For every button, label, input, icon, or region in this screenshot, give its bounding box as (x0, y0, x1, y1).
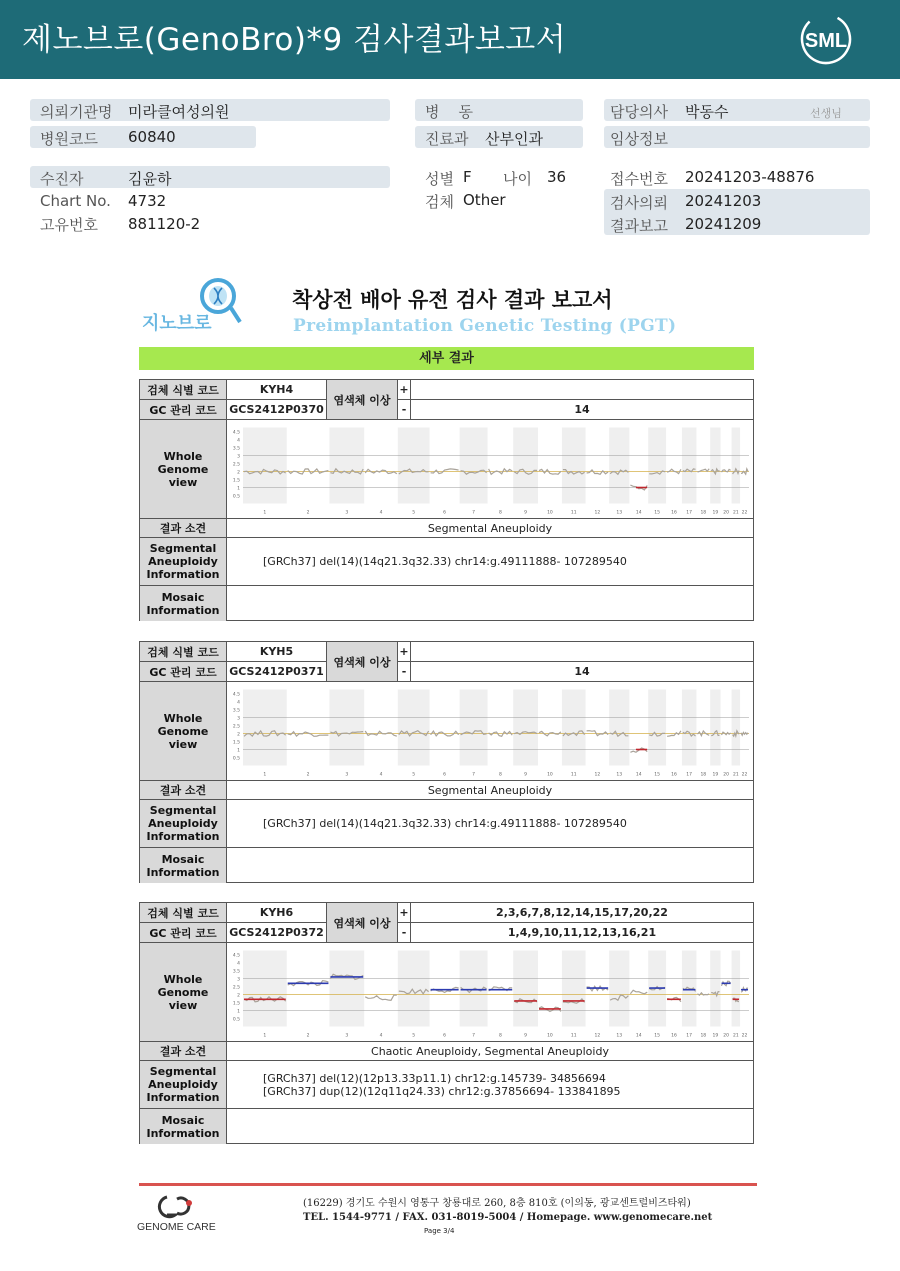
specimen-code-value: KYH4 (227, 380, 327, 399)
segmental-info (227, 1061, 753, 1108)
y-tick-label: 4.5 (232, 430, 240, 436)
x-tick-label: 8 (498, 1033, 502, 1039)
x-tick-label: 10 (547, 1033, 553, 1039)
specimen-value: Other (463, 191, 506, 209)
y-tick-label: 3.5 (232, 969, 240, 975)
y-tick-label: 4.5 (232, 692, 240, 698)
chrom-band (243, 690, 287, 766)
sex-label: 성별 (425, 170, 454, 188)
doctor-suffix: 선생님 (810, 107, 842, 120)
sex-value: F (463, 168, 472, 186)
genome-plot-svg (227, 420, 753, 519)
x-tick-label: 5 (412, 1033, 416, 1039)
hospital-code-label: 병원코드 (40, 130, 98, 148)
sml-logo-text: SML (804, 30, 848, 52)
requesting-org-value: 미라클여성의원 (128, 103, 230, 121)
mosaic-row (140, 848, 753, 883)
segmental-line: [GRCh37] del(12)(12p13.33p11.1) chr12:g.145739- 34856694 (263, 1071, 606, 1085)
footer-contact-line: TEL. 1544-9771 / FAX. 031-8019-5004 / Homepage. www.genomecare.net (303, 1212, 713, 1223)
y-tick-label: 3.5 (232, 446, 240, 452)
chrom-band (398, 951, 430, 1027)
x-tick-label: 22 (741, 772, 748, 778)
segmental-lines (263, 555, 627, 568)
x-tick-label: 17 (686, 510, 693, 516)
x-tick-label: 20 (723, 510, 729, 516)
segmental-line: [GRCh37] del(14)(14q21.3q32.33) chr14:g.49111888- 107289540 (263, 817, 627, 830)
chrom-abnormal-label: 염색체 이상 (327, 642, 398, 682)
x-tick-label: 10 (547, 772, 553, 778)
specimen-code-value: KYH5 (227, 642, 327, 661)
age-value: 36 (547, 168, 567, 186)
x-tick-label: 6 (443, 510, 447, 516)
segmental-info (227, 800, 753, 847)
chrom-band (710, 951, 720, 1027)
x-tick-label: 6 (443, 772, 447, 778)
x-tick-label: 16 (671, 1033, 677, 1039)
y-tick-label: 2 (237, 470, 240, 476)
segmental-row (140, 538, 753, 586)
x-tick-label: 15 (654, 772, 660, 778)
footer-address-line: (16229) 경기도 수원시 영통구 창룡대로 260, 8층 810호 (이의동, 광교센트럴비즈타워) (303, 1198, 691, 1209)
x-tick-label: 12 (594, 772, 601, 778)
x-tick-label: 19 (712, 510, 719, 516)
x-tick-label: 14 (635, 1033, 642, 1039)
y-tick-label: 1.5 (232, 1001, 240, 1007)
request-value: 20241203 (685, 192, 762, 210)
x-tick-label: 12 (594, 510, 601, 516)
segmental-line: [GRCh37] dup(12)(12q11q24.33) chr12:g.37856694- 133841895 (263, 1084, 621, 1098)
chrom-band (732, 951, 740, 1027)
x-tick-label: 10 (547, 510, 553, 516)
x-tick-label: 9 (524, 1033, 528, 1039)
x-tick-label: 1 (263, 1033, 267, 1039)
result-label: 결과 소견 (140, 781, 227, 799)
gc-code-label: GC 관리 코드 (140, 662, 227, 681)
mosaic-row (140, 586, 753, 621)
x-tick-label: 7 (472, 510, 476, 516)
x-tick-label: 21 (732, 772, 739, 778)
gain-sign: + (398, 380, 411, 399)
chrom-band (682, 428, 697, 504)
chrom-band (562, 951, 586, 1027)
specimen-code-label: 검체 식별 코드 (140, 903, 227, 922)
clinical-label: 임상정보 (610, 130, 668, 148)
genome-view-row (140, 682, 753, 781)
x-tick-label: 22 (741, 510, 748, 516)
chrom-band (329, 428, 364, 504)
y-tick-label: 3 (237, 977, 240, 983)
y-tick-label: 2 (237, 993, 240, 999)
x-tick-label: 2 (306, 772, 310, 778)
report-label: 결과보고 (610, 217, 668, 235)
ward-label: 병 동 (425, 103, 474, 121)
mosaic-label: Mosaic Information (140, 1109, 227, 1144)
mosaic-label: Mosaic Information (140, 848, 227, 883)
x-tick-label: 15 (654, 510, 660, 516)
id-label: 고유번호 (40, 216, 98, 234)
x-tick-label: 20 (723, 1033, 729, 1039)
x-tick-label: 22 (741, 1033, 748, 1039)
genome-care-logo-icon (137, 1193, 232, 1233)
chrom-band (732, 690, 740, 766)
x-tick-label: 3 (345, 1033, 349, 1039)
loss-sign: - (398, 662, 411, 681)
report-value: 20241209 (685, 215, 762, 233)
footer-address (303, 1197, 712, 1225)
x-tick-label: 21 (732, 510, 739, 516)
x-tick-label: 2 (306, 510, 310, 516)
x-tick-label: 5 (412, 510, 416, 516)
x-tick-label: 4 (379, 1033, 383, 1039)
sample-block (139, 379, 754, 621)
chrom-band (710, 428, 720, 504)
gain-sign: + (398, 642, 411, 661)
mosaic-value (227, 586, 753, 621)
x-tick-label: 9 (524, 772, 528, 778)
y-tick-label: 1 (237, 1009, 240, 1015)
x-tick-label: 8 (498, 772, 502, 778)
request-label: 검사의뢰 (610, 194, 668, 212)
x-tick-label: 13 (616, 510, 623, 516)
x-tick-label: 17 (686, 772, 693, 778)
y-tick-label: 4 (237, 961, 240, 967)
chrom-band (513, 690, 538, 766)
loss-chromosomes: 14 (574, 665, 590, 678)
x-tick-label: 13 (616, 772, 623, 778)
chrom-band (243, 428, 287, 504)
department-value: 산부인과 (485, 130, 543, 148)
chrom-band (513, 428, 538, 504)
chrom-band (562, 428, 586, 504)
y-tick-label: 1 (237, 748, 240, 754)
mosaic-row (140, 1109, 753, 1144)
chrom-band (513, 951, 538, 1027)
genobro-logo-text: 지노브로 (142, 313, 212, 334)
specimen-code-label: 검체 식별 코드 (140, 380, 227, 399)
x-tick-label: 1 (263, 772, 267, 778)
chrom-abnormal-label: 염색체 이상 (327, 903, 398, 943)
x-tick-label: 6 (443, 1033, 447, 1039)
gain-chromosomes (411, 380, 753, 399)
chrom-band (609, 951, 629, 1027)
chrom-band (329, 690, 364, 766)
footer-divider (139, 1183, 757, 1186)
result-label: 결과 소견 (140, 519, 227, 537)
chrom-band (398, 690, 430, 766)
loss-sign: - (398, 400, 411, 419)
chrom-band (648, 428, 666, 504)
y-tick-label: 4.5 (232, 953, 240, 959)
x-tick-label: 11 (570, 510, 577, 516)
x-tick-label: 18 (700, 510, 707, 516)
specimen-code-value: KYH6 (227, 903, 327, 922)
y-tick-label: 2.5 (232, 724, 240, 730)
y-tick-label: 3 (237, 716, 240, 722)
page-number: Page 3/4 (424, 1227, 455, 1235)
genome-view-row (140, 943, 753, 1042)
section-header: 세부 결과 (139, 347, 754, 370)
result-value: Segmental Aneuploidy (427, 521, 553, 535)
segmental-row (140, 800, 753, 848)
patient-label: 수진자 (40, 170, 84, 188)
chrom-band (329, 951, 364, 1027)
gc-code-row (140, 662, 753, 682)
segmental-label: Segmental Aneuploidy Information (140, 800, 227, 847)
chrom-abnormal-label: 염색체 이상 (327, 380, 398, 420)
chrom-band (562, 690, 586, 766)
sample-block (139, 902, 754, 1144)
x-tick-label: 14 (635, 772, 642, 778)
specimen-code-label: 검체 식별 코드 (140, 642, 227, 661)
requesting-org-label: 의뢰기관명 (40, 103, 113, 121)
genome-view-row (140, 420, 753, 519)
chrom-band (710, 690, 720, 766)
gain-sign: + (398, 903, 411, 922)
gc-code-value: GCS2412P0371 (227, 662, 327, 681)
segmental-label: Segmental Aneuploidy Information (140, 538, 227, 585)
id-value: 881120-2 (128, 215, 201, 233)
chrom-band (732, 428, 740, 504)
gain-chromosomes (411, 642, 753, 661)
x-tick-label: 12 (594, 1033, 601, 1039)
chrom-band (460, 690, 488, 766)
genome-plot-svg (227, 943, 753, 1042)
chrom-band (682, 690, 697, 766)
segmental-row (140, 1061, 753, 1109)
specimen-code-row (140, 903, 753, 930)
x-tick-label: 11 (570, 772, 577, 778)
mosaic-value (227, 848, 753, 883)
x-tick-label: 3 (345, 772, 349, 778)
result-value: Chaotic Aneuploidy, Segmental Aneuploidy (371, 1044, 609, 1058)
y-tick-label: 3 (237, 454, 240, 460)
x-tick-label: 8 (498, 510, 502, 516)
x-tick-label: 3 (345, 510, 349, 516)
chart-label: Chart No. (40, 192, 111, 210)
chrom-band (609, 428, 629, 504)
x-tick-label: 11 (570, 1033, 577, 1039)
receipt-label: 접수번호 (610, 170, 668, 188)
x-tick-label: 15 (654, 1033, 660, 1039)
x-tick-label: 4 (379, 510, 383, 516)
chart-value: 4732 (128, 192, 167, 210)
specimen-code-row (140, 642, 753, 669)
page-title: 제노브로(GenoBro)*9 검사결과보고서 (22, 22, 567, 58)
segmental-lines (263, 817, 627, 830)
y-tick-label: 0.5 (232, 1017, 240, 1023)
chrom-band (460, 428, 488, 504)
x-tick-label: 2 (306, 1033, 310, 1039)
x-tick-label: 5 (412, 772, 416, 778)
y-tick-label: 0.5 (232, 494, 240, 500)
result-row (140, 1042, 753, 1061)
x-tick-label: 21 (732, 1033, 739, 1039)
receipt-value: 20241203-48876 (685, 168, 815, 186)
whole-genome-label: Whole Genome view (140, 420, 227, 518)
whole-genome-label: Whole Genome view (140, 682, 227, 780)
x-tick-label: 7 (472, 1033, 476, 1039)
segmental-info (227, 538, 753, 585)
y-tick-label: 1 (237, 486, 240, 492)
x-tick-label: 18 (700, 772, 707, 778)
genome-plot (227, 682, 753, 780)
specimen-code-row (140, 380, 753, 407)
genome-plot (227, 420, 753, 518)
y-tick-label: 2.5 (232, 985, 240, 991)
page-header (0, 0, 900, 79)
sml-logo-icon (797, 12, 855, 66)
whole-genome-label: Whole Genome view (140, 943, 227, 1041)
result-row (140, 781, 753, 800)
x-tick-label: 20 (723, 772, 729, 778)
report-subtitle: Preimplantation Genetic Testing (PGT) (293, 316, 677, 336)
x-tick-label: 1 (263, 510, 267, 516)
x-tick-label: 18 (700, 1033, 707, 1039)
genome-plot (227, 943, 753, 1041)
y-tick-label: 0.5 (232, 756, 240, 762)
result-value: Segmental Aneuploidy (427, 783, 553, 797)
doctor-label: 담당의사 (610, 103, 668, 121)
gc-code-value: GCS2412P0372 (227, 923, 327, 942)
x-tick-label: 4 (379, 772, 383, 778)
age-label: 나이 (503, 170, 532, 188)
loss-chromosomes: 14 (574, 403, 590, 416)
y-tick-label: 4 (237, 438, 240, 444)
gc-code-label: GC 관리 코드 (140, 400, 227, 419)
loss-chromosomes: 1,4,9,10,11,12,13,16,21 (507, 926, 657, 939)
segmental-line: [GRCh37] del(14)(14q21.3q32.33) chr14:g.49111888- 107289540 (263, 555, 627, 568)
y-tick-label: 4 (237, 700, 240, 706)
chrom-band (243, 951, 287, 1027)
chrom-band (609, 690, 629, 766)
x-tick-label: 9 (524, 510, 528, 516)
segmental-label: Segmental Aneuploidy Information (140, 1061, 227, 1108)
report-title: 착상전 배아 유전 검사 결과 보고서 (292, 288, 613, 312)
gc-code-row (140, 923, 753, 943)
x-tick-label: 17 (686, 1033, 693, 1039)
x-tick-label: 19 (712, 772, 719, 778)
specimen-label: 검체 (425, 193, 454, 211)
x-tick-label: 14 (635, 510, 642, 516)
genobro-logo-icon (140, 276, 250, 336)
x-tick-label: 13 (616, 1033, 623, 1039)
gain-chromosomes: 2,3,6,7,8,12,14,15,17,20,22 (496, 906, 668, 919)
result-label: 결과 소견 (140, 1042, 227, 1060)
genome-plot-svg (227, 682, 753, 781)
segmental-lines (263, 1072, 621, 1098)
sample-block (139, 641, 754, 883)
x-tick-label: 16 (671, 772, 677, 778)
department-label: 진료과 (425, 130, 469, 148)
gc-code-value: GCS2412P0370 (227, 400, 327, 419)
gc-code-row (140, 400, 753, 420)
chrom-band (398, 428, 430, 504)
mosaic-value (227, 1109, 753, 1144)
y-tick-label: 2.5 (232, 462, 240, 468)
mosaic-label: Mosaic Information (140, 586, 227, 621)
y-tick-label: 1.5 (232, 478, 240, 484)
doctor-value: 박동수 (685, 103, 729, 121)
chrom-band (648, 690, 666, 766)
genome-care-logo-text: GENOME CARE (137, 1221, 216, 1233)
hospital-code-value: 60840 (128, 128, 176, 146)
loss-sign: - (398, 923, 411, 942)
x-tick-label: 19 (712, 1033, 719, 1039)
patient-value: 김윤하 (128, 170, 172, 188)
result-row (140, 519, 753, 538)
x-tick-label: 16 (671, 510, 677, 516)
y-tick-label: 2 (237, 732, 240, 738)
x-tick-label: 7 (472, 772, 476, 778)
gc-code-label: GC 관리 코드 (140, 923, 227, 942)
y-tick-label: 3.5 (232, 708, 240, 714)
y-tick-label: 1.5 (232, 740, 240, 746)
